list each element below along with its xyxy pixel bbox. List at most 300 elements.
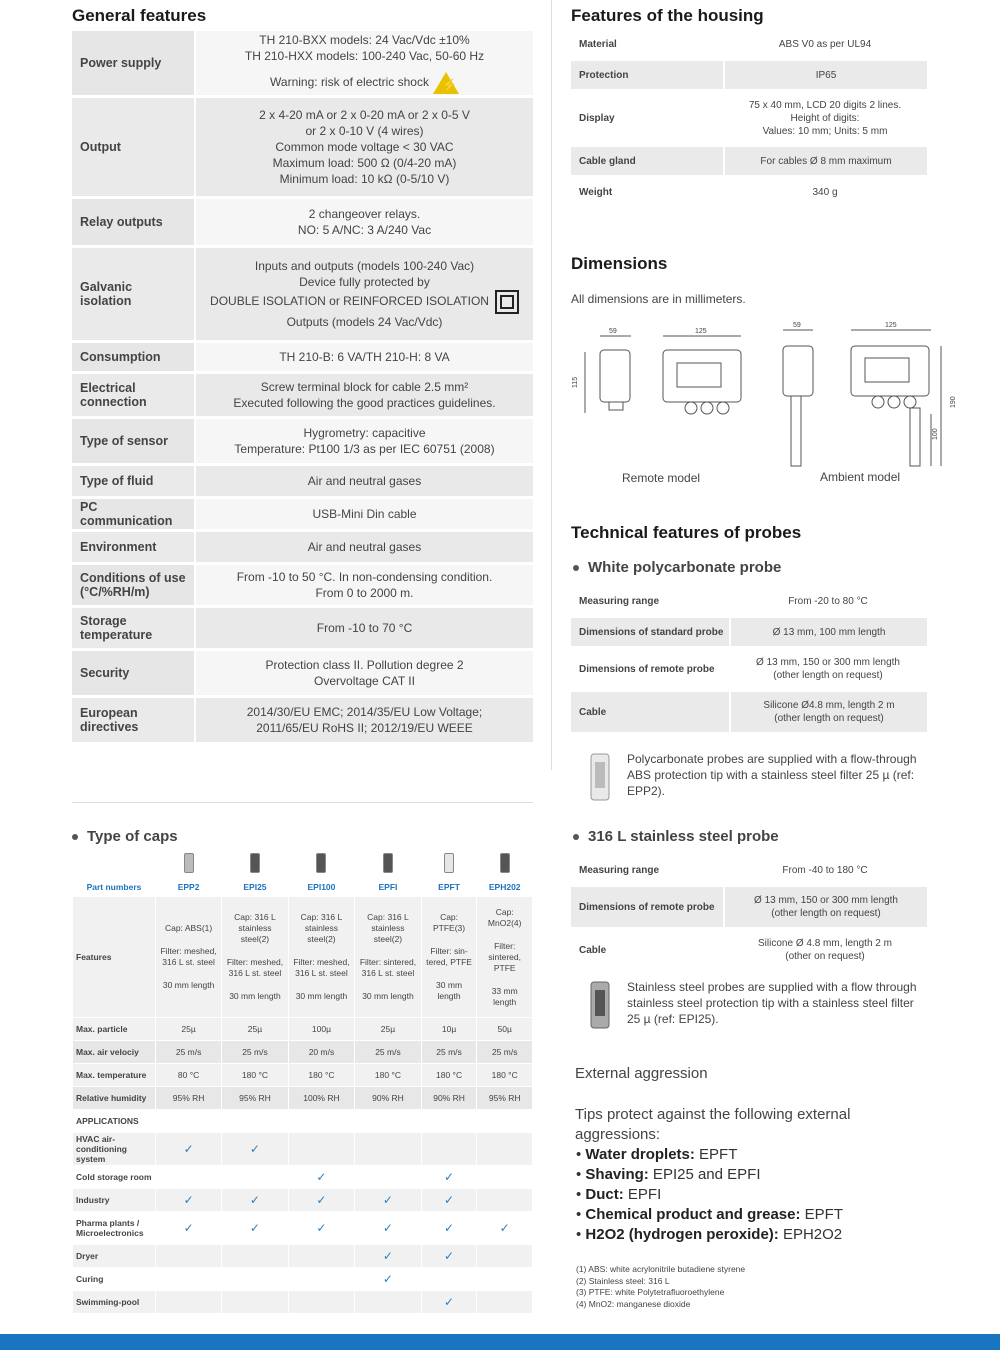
general-row	[72, 31, 533, 95]
value-line: Executed following the good practices guidelines.	[233, 396, 496, 410]
spec-value-line: (other length on request)	[773, 670, 883, 681]
external-item	[576, 1225, 843, 1245]
spec-value	[729, 587, 927, 615]
spec-row	[571, 618, 927, 646]
check-icon: ✓	[183, 1142, 194, 1156]
cap-epi100-icon	[316, 853, 326, 873]
double-isolation-icon	[495, 290, 519, 314]
value-line: Air and neutral gases	[307, 474, 422, 488]
application-cell	[355, 1245, 421, 1267]
caps-title: Type of caps	[72, 828, 178, 845]
general-row-value	[194, 343, 533, 371]
application-label: Pharma plants / Microelectronics	[73, 1212, 155, 1244]
value-line: From 0 to 2000 m.	[315, 586, 414, 600]
application-cell	[156, 1245, 221, 1267]
part-number: EPFI	[355, 878, 421, 896]
empty-cell	[156, 1110, 221, 1132]
spec-label: Dimensions of remote probe	[571, 887, 723, 927]
spec-value	[729, 692, 927, 732]
general-row	[72, 343, 533, 371]
value-line: Overvoltage CAT II	[314, 674, 415, 688]
external-item	[576, 1145, 843, 1165]
cap-material: Cap: PTFE(3)	[432, 912, 466, 933]
spec-value-line: ABS V0 as per UL94	[778, 38, 872, 50]
general-row-label: PC communication	[72, 499, 194, 529]
features-cell	[222, 897, 288, 1017]
external-title: External aggression	[575, 1065, 708, 1082]
features-cell	[422, 897, 477, 1017]
footnote: (4) MnO2: manganese dioxide	[576, 1298, 691, 1309]
cap-length: 30 mm length	[162, 980, 215, 990]
general-row-label: Type of fluid	[72, 466, 194, 496]
spec-value-line: (other length on request)	[774, 713, 884, 724]
check-icon: ✓	[249, 1221, 260, 1235]
value-line: or 2 x 0-10 V (4 wires)	[305, 124, 424, 138]
features-cell	[355, 897, 421, 1017]
dim-115: 115	[572, 376, 579, 388]
general-row	[72, 248, 533, 340]
external-intro: Tips protect against the following external aggressions:	[575, 1106, 851, 1143]
general-row	[72, 419, 533, 463]
cap-icon	[156, 851, 221, 877]
application-cell	[355, 1166, 421, 1188]
general-row-value	[194, 565, 533, 605]
white-probe-table	[571, 584, 927, 735]
application-cell	[477, 1189, 532, 1211]
spec-value-line: Height of digits:	[790, 112, 860, 124]
general-row-value	[194, 98, 533, 196]
housing-title: Features of the housing	[571, 6, 764, 25]
value-line: USB-Mini Din cable	[312, 507, 417, 521]
check-icon: ✓	[183, 1221, 194, 1235]
check-icon: ✓	[444, 1221, 455, 1235]
spec-label: Weight	[579, 186, 613, 198]
general-row	[72, 199, 533, 245]
filter-type: Filter: sintered, 316 L st. steel	[359, 957, 417, 978]
caps-spec-value: 180 °C	[422, 1064, 477, 1086]
application-row	[73, 1291, 532, 1313]
caps-spec-row	[73, 1087, 532, 1109]
application-cell	[477, 1133, 532, 1165]
general-row-label: Electrical connection	[72, 374, 194, 416]
features-label: Features	[73, 897, 155, 1017]
spec-label: Dimensions of standard probe	[571, 618, 729, 646]
application-label: Industry	[73, 1189, 155, 1211]
dim-59-ambient: 59	[793, 322, 801, 329]
value-line: Minimum load: 10 kΩ (0-5/10 V)	[279, 172, 450, 186]
external-item-value: EPH2O2	[778, 1226, 843, 1243]
cap-length: 30 mm length	[436, 980, 463, 1001]
caps-spec-value: 25 m/s	[156, 1041, 221, 1063]
general-row-label: Storage temperature	[72, 608, 194, 648]
check-icon: ✓	[183, 1193, 194, 1207]
application-cell	[289, 1189, 355, 1211]
part-number: EPH202	[477, 878, 532, 896]
spec-label: Measuring range	[579, 864, 660, 876]
filter-type: Filter: meshed, 316 L st. steel	[226, 957, 284, 978]
part-number: EPI25	[222, 878, 288, 896]
general-row-value	[194, 651, 533, 695]
value-line: From -10 to 70 °C	[316, 621, 413, 635]
caps-spec-label: Relative humidity	[73, 1087, 155, 1109]
value-line: Air and neutral gases	[307, 540, 422, 554]
application-cell	[355, 1291, 421, 1313]
spec-value-line: (other on request)	[785, 951, 865, 962]
value-line: TH 210-BXX models: 24 Vac/Vdc ±10%	[259, 33, 470, 47]
general-row-label: Power supply	[72, 31, 194, 95]
spec-value	[723, 930, 927, 970]
application-label: Cold storage room	[73, 1166, 155, 1188]
application-cell	[422, 1291, 477, 1313]
check-icon: ✓	[382, 1249, 393, 1263]
application-cell	[422, 1212, 477, 1244]
caps-spec-value: 25µ	[156, 1018, 221, 1040]
caps-spec-value: 20 m/s	[289, 1041, 355, 1063]
application-label: HVAC air-conditioning system	[73, 1133, 155, 1165]
caps-spec-value: 180 °C	[355, 1064, 421, 1086]
general-row-label: Security	[72, 651, 194, 695]
part-numbers-row	[73, 878, 532, 896]
general-row-label: Environment	[72, 532, 194, 562]
column-divider	[551, 0, 552, 770]
ambient-model-caption: Ambient model	[820, 470, 901, 484]
check-icon: ✓	[444, 1249, 455, 1263]
value-line: Device fully protected by	[299, 275, 430, 289]
spec-value-line: Values: 10 mm; Units: 5 mm	[762, 125, 888, 137]
spec-label: Dimensions of remote probe	[579, 663, 715, 675]
application-cell	[156, 1133, 221, 1165]
external-item-label: Duct:	[585, 1186, 624, 1203]
value-line	[196, 64, 533, 72]
value-line: 2 x 4-20 mA or 2 x 0-20 mA or 2 x 0-5 V	[259, 108, 470, 122]
caps-spec-value: 180 °C	[289, 1064, 355, 1086]
external-item-value: EPI25 and EPFI	[648, 1166, 761, 1183]
check-icon: ✓	[444, 1170, 455, 1184]
application-cell	[477, 1166, 532, 1188]
cap-material: Cap: 316 L stainless steel(2)	[234, 912, 276, 944]
cap-epi25-icon	[250, 853, 260, 873]
application-row	[73, 1212, 532, 1244]
value-line	[196, 72, 533, 94]
general-row-label: Type of sensor	[72, 419, 194, 463]
application-cell	[477, 1212, 532, 1244]
spec-row	[571, 178, 927, 206]
spec-value-line: Ø 13 mm, 150 or 300 mm length	[756, 657, 900, 668]
bottom-bar	[0, 1334, 1000, 1350]
applications-label: APPLICATIONS	[73, 1110, 155, 1132]
application-cell	[289, 1268, 355, 1290]
application-cell	[355, 1212, 421, 1244]
steel-probe-title: 316 L stainless steel probe	[573, 828, 779, 845]
caps-spec-label: Max. particle	[73, 1018, 155, 1040]
caps-spec-value: 25 m/s	[477, 1041, 532, 1063]
spec-value	[723, 856, 927, 884]
remote-model-caption: Remote model	[622, 471, 701, 485]
empty-cell	[355, 1110, 421, 1132]
bullet-icon: •	[576, 1166, 586, 1183]
spec-value-line: Ø 13 mm, 100 mm length	[772, 626, 886, 638]
caps-spec-value: 90% RH	[355, 1087, 421, 1109]
spec-value-line: (other length on request)	[771, 908, 881, 919]
cap-icon	[477, 851, 532, 877]
footnote: (1) ABS: white acrylonitrile butadiene styrene	[576, 1264, 746, 1274]
cap-length: 30 mm length	[229, 991, 281, 1001]
general-row-value	[194, 199, 533, 245]
external-item	[576, 1165, 843, 1185]
application-cell	[422, 1133, 477, 1165]
application-cell	[222, 1133, 288, 1165]
dim-59-remote: 59	[609, 328, 617, 335]
value-line	[196, 290, 533, 314]
general-row-value	[194, 248, 533, 340]
value-line: Outputs (models 24 Vac/Vdc)	[286, 315, 443, 329]
spec-value	[723, 92, 927, 144]
general-row-label: Relay outputs	[72, 199, 194, 245]
application-cell	[222, 1268, 288, 1290]
warning-text: Warning: risk of electric shock	[270, 75, 429, 90]
spec-row	[571, 692, 927, 732]
footnote: (2) Stainless steel: 316 L	[576, 1275, 670, 1286]
general-row	[72, 499, 533, 529]
external-item-value: EPFT	[694, 1146, 738, 1163]
general-row	[72, 466, 533, 496]
general-row	[72, 532, 533, 562]
spec-label: Measuring range	[579, 595, 660, 607]
application-cell	[289, 1166, 355, 1188]
caps-spec-value: 180 °C	[222, 1064, 288, 1086]
cap-icon	[422, 851, 477, 877]
application-row	[73, 1133, 532, 1165]
external-item	[576, 1185, 843, 1205]
external-item-label: Shaving:	[585, 1166, 649, 1183]
check-icon: ✓	[249, 1142, 260, 1156]
probes-title: Technical features of probes	[571, 523, 802, 542]
check-icon: ✓	[316, 1221, 327, 1235]
cap-epfi-icon	[383, 853, 393, 873]
general-row-label: European directives	[72, 698, 194, 742]
check-icon: ✓	[382, 1272, 393, 1286]
caps-spec-row	[73, 1041, 532, 1063]
features-row	[73, 897, 532, 1017]
external-item-value: EPFT	[800, 1206, 843, 1223]
caps-spec-value: 10µ	[422, 1018, 477, 1040]
part-numbers-label: Part numbers	[73, 878, 155, 896]
general-row-label: Galvanic isolation	[72, 248, 194, 340]
dimensions-drawing	[565, 318, 965, 488]
general-row-label: Conditions of use (°C/%RH/m)	[72, 565, 194, 605]
general-row	[72, 565, 533, 605]
spec-value	[729, 618, 927, 646]
caps-spec-value: 50µ	[477, 1018, 532, 1040]
value-line: TH 210-HXX models: 100-240 Vac, 50-60 Hz	[244, 49, 485, 63]
spec-value	[723, 178, 927, 206]
general-row	[72, 651, 533, 695]
application-cell	[156, 1189, 221, 1211]
isolation-text: DOUBLE ISOLATION or REINFORCED ISOLATION	[210, 294, 489, 309]
electric-shock-icon: ⚡	[433, 72, 459, 94]
value-line: TH 210-B: 6 VA/TH 210-H: 8 VA	[279, 350, 450, 364]
caps-spec-value: 95% RH	[156, 1087, 221, 1109]
spec-value-line: IP65	[815, 69, 837, 81]
spec-row	[571, 147, 927, 175]
application-row	[73, 1189, 532, 1211]
cap-epft-icon	[444, 853, 454, 873]
application-cell	[289, 1291, 355, 1313]
application-cell	[289, 1133, 355, 1165]
cap-epp2-icon	[184, 853, 194, 873]
application-row	[73, 1245, 532, 1267]
application-cell	[222, 1245, 288, 1267]
application-cell	[156, 1268, 221, 1290]
caps-spec-value: 25 m/s	[355, 1041, 421, 1063]
spec-value-line: 75 x 40 mm, LCD 20 digits 2 lines.	[748, 99, 902, 111]
application-cell	[222, 1212, 288, 1244]
bullet-icon: •	[576, 1146, 586, 1163]
cap-icon	[289, 851, 355, 877]
caps-spec-value: 180 °C	[477, 1064, 532, 1086]
general-row-value	[194, 466, 533, 496]
value-line: Protection class II. Pollution degree 2	[265, 658, 464, 672]
value-line: NO: 5 A/NC: 3 A/240 Vac	[297, 223, 432, 237]
caps-spec-label: Max. temperature	[73, 1064, 155, 1086]
dimensions-note: All dimensions are in millimeters.	[571, 292, 746, 306]
spec-value-line: 340 g	[812, 186, 838, 198]
cap-eph202-icon	[500, 853, 510, 873]
bullet-icon: •	[576, 1186, 586, 1203]
application-cell	[477, 1291, 532, 1313]
applications-header-row	[73, 1110, 532, 1132]
general-features-title: General features	[72, 6, 207, 25]
application-cell	[422, 1189, 477, 1211]
cap-material: Cap: 316 L stainless steel(2)	[367, 912, 409, 944]
dim-190: 190	[950, 396, 957, 408]
spec-value	[729, 649, 927, 689]
value-line: 2011/65/EU RoHS II; 2012/19/EU WEEE	[256, 721, 473, 735]
caps-spec-value: 25 m/s	[222, 1041, 288, 1063]
general-row-label: Output	[72, 98, 194, 196]
spec-row	[571, 92, 927, 144]
spec-label: Cable	[571, 692, 729, 732]
dim-125-ambient: 125	[885, 322, 897, 329]
value-line: Maximum load: 500 Ω (0/4-20 mA)	[272, 156, 457, 170]
application-cell	[222, 1189, 288, 1211]
general-row	[72, 374, 533, 416]
application-cell	[355, 1189, 421, 1211]
empty-cell	[73, 851, 155, 877]
application-cell	[156, 1212, 221, 1244]
spec-value-line: For cables Ø 8 mm maximum	[760, 155, 892, 167]
spec-row	[571, 887, 927, 927]
white-probe-title: White polycarbonate probe	[573, 559, 781, 576]
bullet-icon: •	[576, 1206, 586, 1223]
value-line: 2014/30/EU EMC; 2014/35/EU Low Voltage;	[246, 705, 483, 719]
caps-spec-value: 25µ	[355, 1018, 421, 1040]
empty-cell	[289, 1110, 355, 1132]
bullet-icon: •	[576, 1226, 586, 1243]
caps-spec-value: 90% RH	[422, 1087, 477, 1109]
external-item	[576, 1205, 843, 1225]
value-line: Inputs and outputs (models 100-240 Vac)	[254, 259, 475, 273]
filter-type: Filter: sin-tered, PTFE	[426, 946, 472, 967]
white-probe-note: Polycarbonate probes are supplied with a flow-through ABS protection tip with a stainless steel filter 25 µ (ref: EPP2).	[627, 752, 917, 798]
application-cell	[422, 1166, 477, 1188]
application-cell	[477, 1268, 532, 1290]
empty-cell	[422, 1110, 477, 1132]
application-cell	[355, 1133, 421, 1165]
value-line: Common mode voltage < 30 VAC	[275, 140, 454, 154]
general-row	[72, 698, 533, 742]
general-row-value	[194, 499, 533, 529]
dim-125-remote: 125	[695, 328, 707, 335]
spec-label: Cable	[579, 944, 607, 956]
external-item-value: EPFI	[623, 1186, 662, 1203]
part-number: EPI100	[289, 878, 355, 896]
general-features-table	[72, 28, 533, 745]
spec-row	[571, 30, 927, 58]
value-line: Temperature: Pt100 1/3 as per IEC 60751 (2008)	[234, 442, 495, 456]
caps-spec-value: 80 °C	[156, 1064, 221, 1086]
spec-label: Material	[579, 38, 617, 50]
general-row	[72, 98, 533, 196]
general-row-label: Consumption	[72, 343, 194, 371]
cap-icon	[222, 851, 288, 877]
general-row	[72, 608, 533, 648]
application-row	[73, 1166, 532, 1188]
check-icon: ✓	[444, 1193, 455, 1207]
value-line: Hygrometry: capacitive	[303, 426, 426, 440]
spec-value-line: Silicone Ø 4.8 mm, length 2 m	[758, 938, 892, 949]
spec-row	[571, 649, 927, 689]
spec-value-line: Ø 13 mm, 150 or 300 mm length	[754, 895, 898, 906]
spec-value-line: From -20 to 80 °C	[788, 595, 868, 607]
application-label: Swimming-pool	[73, 1291, 155, 1313]
spec-value	[723, 887, 927, 927]
application-cell	[289, 1245, 355, 1267]
filter-type: Filter: meshed, 316 L st. steel	[160, 946, 217, 967]
steel-probe-icon	[589, 980, 611, 1030]
application-cell	[289, 1212, 355, 1244]
application-cell	[477, 1245, 532, 1267]
caps-spec-value: 95% RH	[477, 1087, 532, 1109]
application-cell	[222, 1291, 288, 1313]
part-number: EPP2	[156, 878, 221, 896]
caps-spec-label: Max. air velociy	[73, 1041, 155, 1063]
application-row	[73, 1268, 532, 1290]
caps-spec-value: 100µ	[289, 1018, 355, 1040]
steel-probe-table	[571, 853, 927, 973]
check-icon: ✓	[316, 1193, 327, 1207]
caps-spec-value: 95% RH	[222, 1087, 288, 1109]
cap-material: Cap: ABS(1)	[164, 923, 213, 933]
steel-probe-note: Stainless steel probes are supplied with a flow through stainless steel protection tip with a stainless steel filter 25 µ (ref: EPI25).	[627, 980, 917, 1026]
cap-length: 30 mm length	[295, 991, 348, 1001]
application-cell	[156, 1166, 221, 1188]
cap-length: 30 mm length	[362, 991, 414, 1001]
check-icon: ✓	[444, 1295, 455, 1309]
application-label: Curing	[73, 1268, 155, 1290]
cap-icon	[355, 851, 421, 877]
footnote: (3) PTFE: white Polytetrafluoroethylene	[576, 1287, 725, 1297]
caps-icon-row	[73, 851, 532, 877]
check-icon: ✓	[382, 1193, 393, 1207]
empty-cell	[477, 1110, 532, 1132]
spec-row	[571, 587, 927, 615]
value-line: 2 changeover relays.	[308, 207, 421, 221]
spec-value	[723, 61, 927, 89]
caps-spec-value: 25 m/s	[422, 1041, 477, 1063]
value-line: Screw terminal block for cable 2.5 mm²	[260, 380, 469, 394]
check-icon: ✓	[382, 1221, 393, 1235]
